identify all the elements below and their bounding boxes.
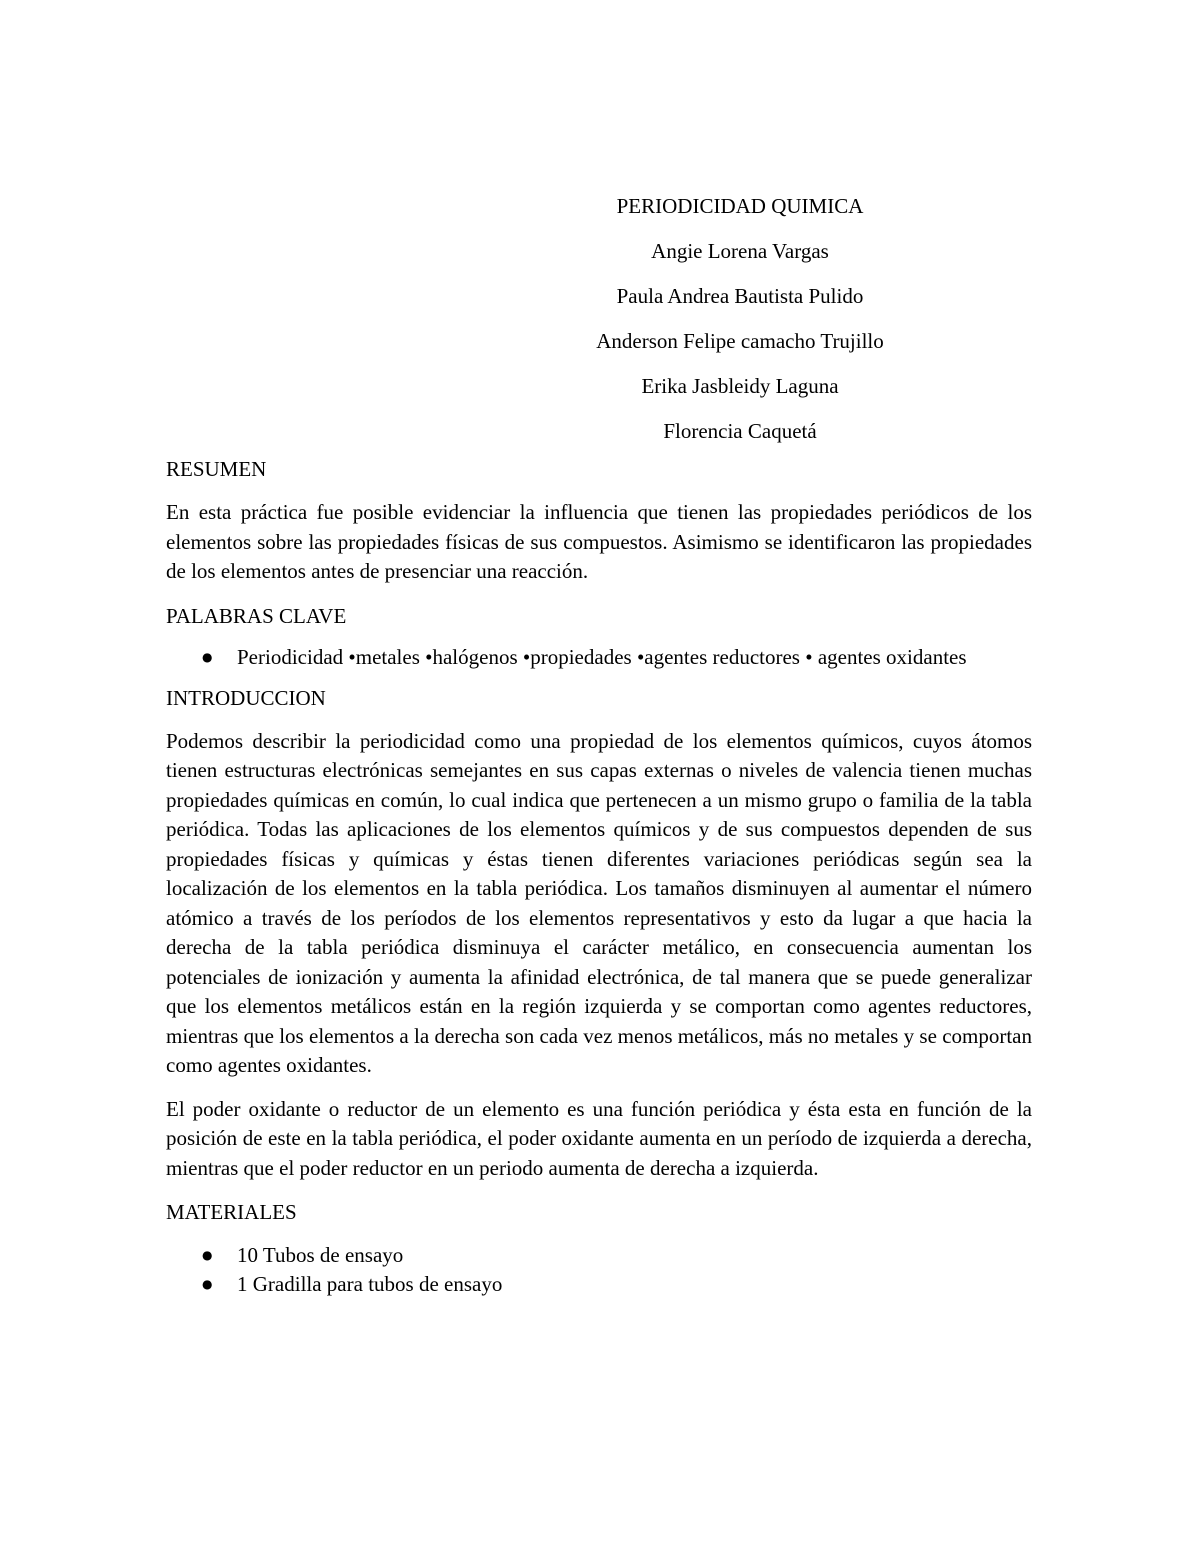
list-item [166, 1241, 1032, 1270]
materials-list [166, 1241, 1032, 1299]
document-body [166, 454, 1032, 1313]
list-item [166, 1270, 1032, 1299]
document-title: PERIODICIDAD QUIMICA [616, 194, 864, 218]
bullet-icon: ● [202, 649, 213, 664]
introduccion-paragraph: El poder oxidante o reductor de un elemento es una función periódica y ésta esta en función de la posición de este en la tabla periódica, el poder oxidante aumenta en un período de izquierda a derecha, mientras que el poder reductor en un periodo aumenta de derecha a izquierda. [166, 1096, 1032, 1180]
palabras-clave-heading: PALABRAS CLAVE [166, 603, 347, 628]
keywords-text: Periodicidad •metales •halógenos •propiedades •agentes reductores • agentes oxidantes [237, 644, 967, 669]
resumen-paragraph: En esta práctica fue posible evidenciar la influencia que tienen las propiedades periódicos de los elementos sobre las propiedades físicas de sus compuestos. Asimismo se identificaron las propiedades de los elementos antes de presenciar una reacción. [166, 500, 1032, 583]
materiales-heading: MATERIALES [166, 1200, 297, 1224]
author-name: Anderson Felipe camacho Trujillo [596, 329, 884, 353]
list-item [166, 645, 1032, 669]
author-name: Erika Jasbleidy Laguna [641, 374, 839, 398]
author-name: Paula Andrea Bautista Pulido [616, 284, 864, 308]
bullet-icon: ● [202, 1248, 213, 1262]
author-location: Florencia Caquetá [663, 419, 817, 443]
introduccion-paragraph: Podemos describir la periodicidad como una propiedad de los elementos químicos, cuyos átomos tienen estructuras electrónicas semejantes en sus capas externas o niveles de valencia tienen muchas propiedades químicas en común, lo cual indica que pertenecen a un mismo grupo o familia de la tabla periódica. Todas las aplicaciones de los elementos químicos y de sus compuestos dependen de sus propiedades físicas y químicas y éstas tienen diferentes variaciones periódicas según sea la localización de los elementos en la tabla periódica. Los tamaños disminuyen al aumentar el número atómico a través de los períodos de los elementos representativos y esto da lugar a que hacia la derecha de la tabla periódica disminuya el carácter metálico, en consecuencia aumentan los potenciales de ionización y aumenta la afinidad electrónica, de tal manera que se puede generalizar que los elementos metálicos están en la región izquierda y se comportan como agentes reductores, mientras que los elementos a la derecha son cada vez menos metálicos, más no metales y se comportan como agentes oxidantes. [166, 728, 1032, 1077]
keywords-list [166, 645, 1032, 669]
material-text: 1 Gradilla para tubos de ensayo [237, 1272, 503, 1296]
author-name: Angie Lorena Vargas [651, 239, 829, 263]
bullet-icon: ● [202, 1277, 213, 1291]
title-block [470, 184, 1010, 454]
material-text: 10 Tubos de ensayo [237, 1243, 404, 1267]
introduccion-heading: INTRODUCCION [166, 685, 326, 710]
resumen-heading: RESUMEN [166, 457, 267, 481]
